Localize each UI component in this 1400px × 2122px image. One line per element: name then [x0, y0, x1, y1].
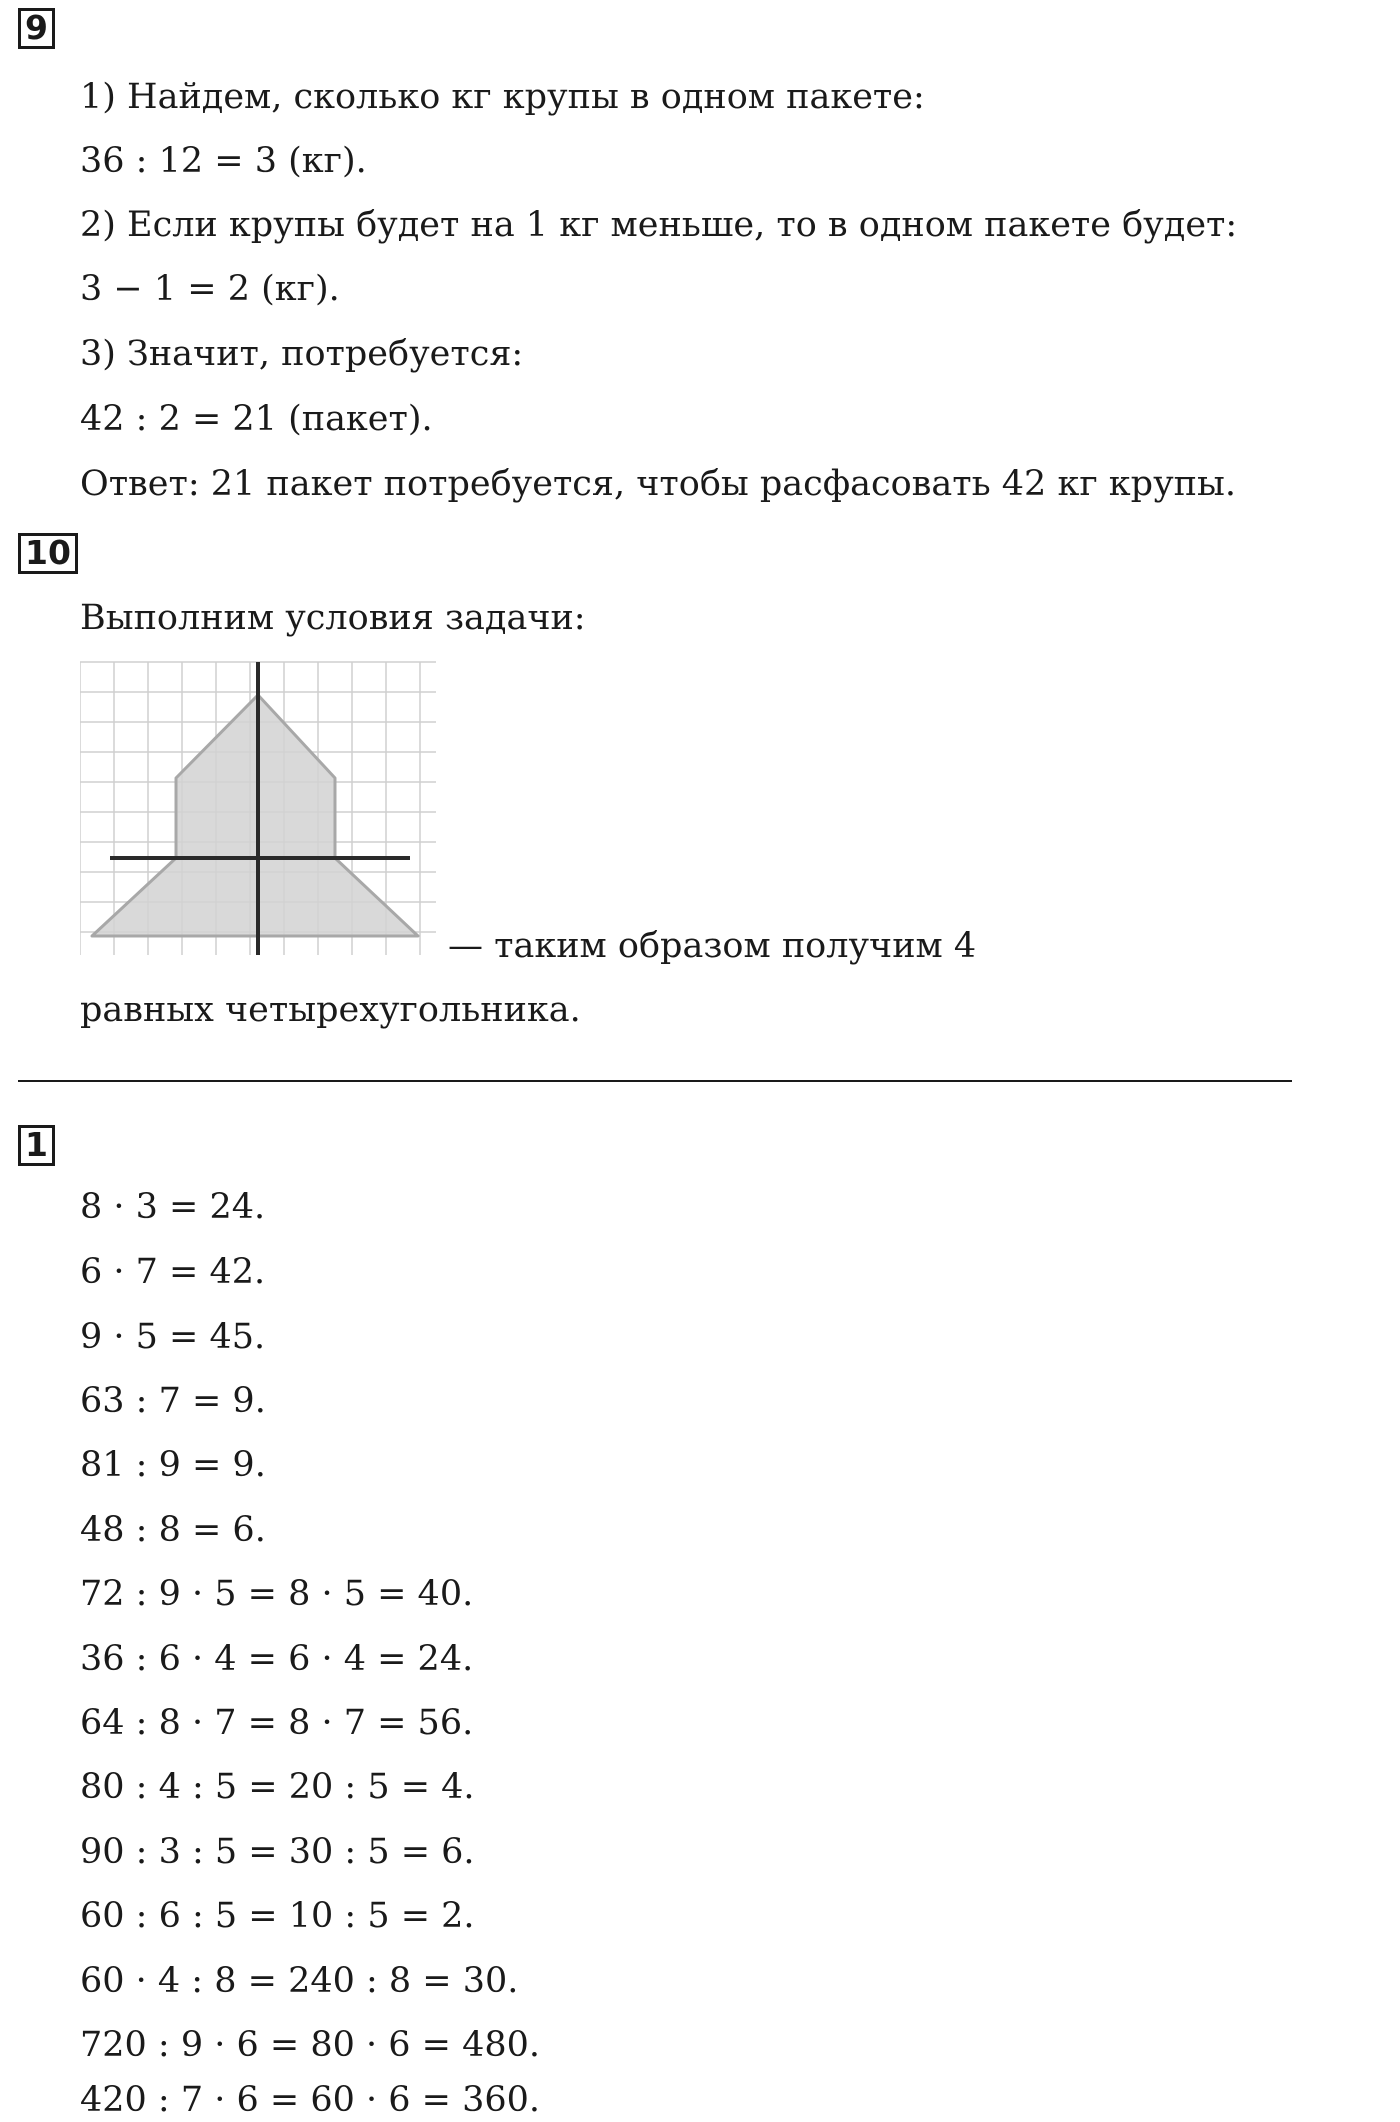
grid-figure — [80, 660, 440, 955]
task10-caption-continued: равных четырехугольника. — [80, 990, 581, 1030]
task1-line: 80 : 4 : 5 = 20 : 5 = 4. — [80, 1767, 475, 1807]
task10-intro: Выполним условия задачи: — [80, 598, 586, 638]
task1-line: 6 · 7 = 42. — [80, 1252, 266, 1292]
task1-line: 63 : 7 = 9. — [80, 1381, 266, 1421]
task1-line: 60 · 4 : 8 = 240 : 8 = 30. — [80, 1961, 519, 2001]
task-number-1: 1 — [18, 1125, 55, 1166]
task1-line: 8 · 3 = 24. — [80, 1187, 266, 1227]
grid-figure-drawing — [80, 660, 440, 955]
task1-line: 9 · 5 = 45. — [80, 1317, 266, 1357]
task1-line: 48 : 8 = 6. — [80, 1510, 266, 1550]
task9-line: 3) Значит, потребуется: — [80, 334, 524, 374]
task9-line: 1) Найдем, сколько кг крупы в одном пакете: — [80, 77, 925, 117]
task9-answer: Ответ: 21 пакет потребуется, чтобы расфасовать 42 кг крупы. — [80, 464, 1236, 504]
task9-line: 42 : 2 = 21 (пакет). — [80, 399, 433, 439]
section-divider — [18, 1080, 1292, 1082]
task9-line: 2) Если крупы будет на 1 кг меньше, то в одном пакете будет: — [80, 205, 1238, 245]
task9-line: 3 − 1 = 2 (кг). — [80, 269, 340, 309]
task-number-9: 9 — [18, 8, 55, 49]
task1-line: 64 : 8 · 7 = 8 · 7 = 56. — [80, 1703, 474, 1743]
task1-line: 420 : 7 · 6 = 60 · 6 = 360. — [80, 2080, 541, 2120]
task1-line: 72 : 9 · 5 = 8 · 5 = 40. — [80, 1574, 474, 1614]
task1-line: 90 : 3 : 5 = 30 : 5 = 6. — [80, 1832, 475, 1872]
task1-line: 720 : 9 · 6 = 80 · 6 = 480. — [80, 2025, 541, 2065]
task9-line: 36 : 12 = 3 (кг). — [80, 141, 367, 181]
task1-line: 60 : 6 : 5 = 10 : 5 = 2. — [80, 1896, 475, 1936]
task1-line: 81 : 9 = 9. — [80, 1445, 266, 1485]
task-number-10: 10 — [18, 533, 78, 574]
task10-caption: — таким образом получим 4 — [448, 926, 977, 966]
task1-line: 36 : 6 · 4 = 6 · 4 = 24. — [80, 1639, 474, 1679]
